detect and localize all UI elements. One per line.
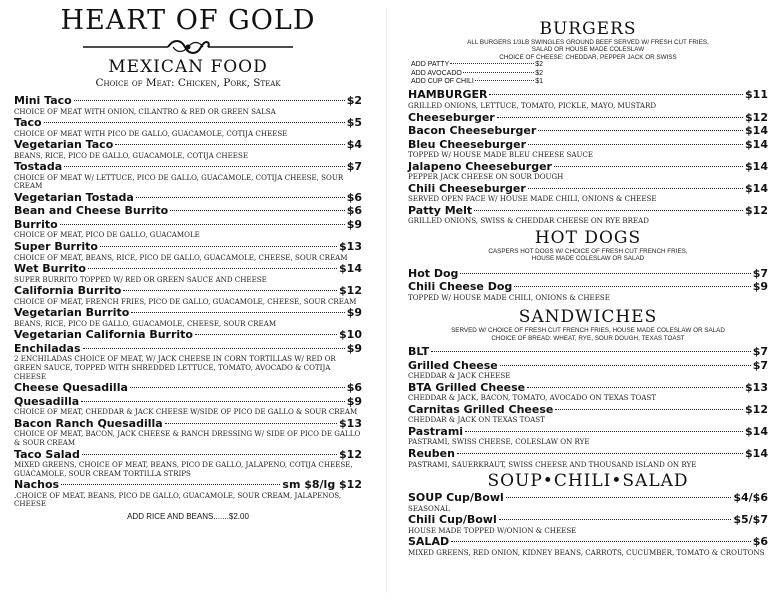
- item-description: CHOICE OF MEAT, FRENCH FRIES, PICO DE GALLO, GUACAMOLE, CHEESE, SOUR CREAM: [14, 296, 357, 306]
- sandwiches-note-1: SERVED W/ CHOICE OF FRESH CUT FRENCH FRIES, HOUSE MADE COLESLAW OR SALAD: [451, 327, 725, 335]
- item-description: CHOICE OF MEAT, CHEDDAR & JACK CHEESE W/SIDE OF PICO DE GALLO & SOUR CREAM: [14, 407, 358, 417]
- menu-item-taco: [14, 116, 362, 130]
- menu-item-chili-cheese-dog: [408, 280, 768, 294]
- dot-leader: [475, 80, 534, 81]
- item-description: SERVED OPEN FACE W/ HOUSE MADE CHILI, ONIONS & CHEESE: [408, 194, 657, 204]
- item-description: PASTRAMI, SAUERKRAUT, SWISS CHEESE AND THOUSAND ISLAND ON RYE: [408, 459, 697, 469]
- item-price: $12: [339, 447, 362, 461]
- item-price: $14: [745, 181, 768, 195]
- menu-item-wet-burrito: [14, 262, 362, 276]
- dot-leader: [528, 144, 743, 145]
- item-price: $14: [745, 159, 768, 173]
- dot-leader: [60, 224, 345, 225]
- menu-item-chili-cup-bowl: [408, 513, 768, 527]
- item-price: $14: [745, 124, 768, 138]
- dot-leader: [82, 454, 337, 455]
- add-rice-beans: ADD RICE AND BEANS.......$2.00: [127, 511, 249, 521]
- item-name: Vegetarian California Burrito: [14, 328, 193, 342]
- menu-item-enchiladas: [14, 342, 362, 356]
- item-description: BEANS, RICE, PICO DE GALLO, GUACAMOLE, COTIJA CHEESE: [14, 150, 248, 160]
- menu-item-patty-melt: [408, 204, 768, 218]
- item-name: Jalapeno Cheeseburger: [408, 159, 552, 173]
- item-price: $10: [339, 328, 362, 342]
- hotdogs-note-2: HOUSE MADE COLESLAW OR SALAD: [531, 255, 645, 263]
- item-name: Vegetarian Tostada: [14, 190, 134, 204]
- item-name: Cheese Quesadilla: [14, 381, 128, 395]
- item-name: Nachos: [14, 478, 60, 492]
- item-name: Chili Cheese Dog: [408, 280, 513, 294]
- menu-item-mini-taco: [14, 94, 362, 108]
- dot-leader: [115, 144, 344, 145]
- item-description: CHOICE OF MEAT W/ LETTUCE, PICO DE GALLO, GUACAMOLE, COTIJA CHEESE, SOUR CREAM: [14, 172, 344, 191]
- menu-item-soup-cup-bowl: [408, 491, 768, 505]
- item-price: $5/$7: [733, 513, 768, 527]
- dot-leader: [474, 210, 743, 211]
- item-price: sm $8/lg $12: [282, 478, 362, 492]
- item-description: PEPPER JACK CHEESE ON SOUR DOUGH: [408, 172, 564, 182]
- burgers-note-3: CHOICE OF CHEESE: CHEDDAR, PEPPER JACK OR SWISS: [499, 53, 677, 61]
- item-name: Bean and Cheese Burrito: [14, 204, 169, 218]
- item-price: $6: [346, 204, 362, 218]
- mexican-items: [14, 94, 362, 509]
- dot-leader: [165, 423, 337, 424]
- dot-leader: [431, 351, 751, 352]
- dot-leader: [538, 130, 743, 131]
- addon-price: $1: [535, 78, 543, 86]
- item-description: MIXED GREENS, RED ONION, KIDNEY BEANS, CARROTS, CUCUMBER, TOMATO & CROUTONS: [408, 547, 765, 557]
- burgers-note-1: ALL BURGERS 1/3LB SWINGLES GROUND BEEF SERVED W/ FRESH CUT FRIES,: [467, 39, 709, 46]
- item-name: SOUP Cup/Bowl: [408, 491, 504, 505]
- burgers-note-2: SALAD OR HOUSE MADE COLESLAW: [531, 46, 645, 54]
- item-name: SALAD: [408, 535, 450, 549]
- dot-leader: [170, 210, 344, 211]
- menu-item-nachos: [14, 478, 362, 492]
- menu-item-california-burrito: [14, 284, 362, 298]
- menu-item-hot-dog: [408, 267, 768, 281]
- item-price: $9: [346, 394, 362, 408]
- dot-leader: [528, 188, 743, 189]
- item-name: Burrito: [14, 217, 58, 231]
- item-name: Chili Cup/Bowl: [408, 513, 497, 527]
- dot-leader: [64, 166, 345, 167]
- dot-leader: [463, 72, 534, 73]
- dot-leader: [527, 387, 743, 388]
- item-price: $7: [752, 266, 768, 280]
- item-description: CHOICE OF MEAT, PICO DE GALLO, GUACAMOLE: [14, 230, 200, 240]
- menu-item-grilled-cheese: [408, 359, 768, 373]
- menu-item-taco-salad: [14, 448, 362, 462]
- item-description: SEASONAL: [408, 503, 450, 513]
- addon-name: ADD PATTY: [411, 61, 450, 69]
- dot-leader: [514, 286, 750, 287]
- dot-leader: [195, 334, 337, 335]
- item-price: $9: [346, 306, 362, 320]
- item-price: $9: [346, 341, 362, 355]
- menu-item-reuben: [408, 447, 768, 461]
- item-price: $11: [745, 88, 768, 102]
- dot-leader: [136, 197, 345, 198]
- item-name: Patty Melt: [408, 203, 473, 217]
- dot-leader: [44, 122, 345, 123]
- item-description: CHOICE OF MEAT WITH PICO DE GALLO, GUACAMOLE, COTIJA CHEESE: [14, 128, 288, 138]
- dot-leader: [130, 387, 345, 388]
- item-description: 2 ENCHILADAS CHOICE OF MEAT, W/ JACK CHEESE IN CORN TORTILLAS W/ RED OR GREEN SAUCE, TOPPED WITH SHREDDED LETTUCE, TOMATO, AVOCADO & COTIJA CHEESE: [14, 354, 336, 381]
- dot-leader: [489, 94, 743, 95]
- addon-add-patty: [411, 61, 543, 69]
- item-name: Reuben: [408, 447, 455, 460]
- item-name: Vegetarian Burrito: [14, 306, 130, 320]
- item-name: Super Burrito: [14, 240, 98, 254]
- addon-add-avocado: [411, 70, 543, 78]
- item-name: BLT: [408, 345, 430, 359]
- item-price: $12: [745, 203, 768, 217]
- burger-items: [408, 88, 768, 225]
- dot-leader: [123, 290, 337, 291]
- item-price: $9: [346, 217, 362, 231]
- item-name: Carnitas Grilled Cheese: [408, 402, 554, 416]
- hotdogs-note-1: CASPERS HOT DOGS W/ CHOICE OF FRESH CUT FRENCH FRIES,: [488, 247, 688, 255]
- item-description: GRILLED ONIONS, SWISS & CHEDDAR CHEESE ON RYE BREAD: [408, 216, 649, 226]
- dot-leader: [83, 348, 345, 349]
- dot-leader: [555, 409, 743, 410]
- item-name: Bacon Cheeseburger: [408, 124, 537, 138]
- soup-items: [408, 491, 768, 557]
- item-price: $7: [752, 358, 768, 372]
- menu-item-jalapeno-cheeseburger: [408, 160, 768, 174]
- addon-price: $2: [535, 61, 543, 69]
- item-description: TOPPED W/ HOUSE MADE CHILI, ONIONS & CHEESE: [408, 292, 610, 302]
- dot-leader: [457, 453, 743, 454]
- item-price: $13: [745, 380, 768, 394]
- addon-add-cup-of-chili: [411, 78, 543, 86]
- item-price: $7: [346, 160, 362, 174]
- item-description: CHEDDAR & JACK ON TEXAS TOAST: [408, 415, 545, 425]
- item-name: California Burrito: [14, 284, 122, 298]
- dot-leader: [88, 268, 337, 269]
- dot-leader: [61, 484, 280, 485]
- item-name: Tostada: [14, 160, 63, 174]
- item-price: $12: [339, 284, 362, 298]
- menu-item-pastrami: [408, 425, 768, 439]
- item-name: Vegetarian Taco: [14, 138, 114, 152]
- item-name: Taco Salad: [14, 447, 80, 461]
- item-description: CHOICE OF MEAT, BACON, JACK CHEESE & RANCH DRESSING W/ SIDE OF PICO DE GALLO & SOUR CREAM: [14, 429, 361, 447]
- addon-price: $2: [535, 69, 543, 77]
- menu-item-vegetarian-taco: [14, 138, 362, 152]
- item-price: $5: [346, 116, 362, 130]
- menu-item-bta-grilled-cheese: [408, 381, 768, 395]
- dot-leader: [74, 100, 345, 101]
- item-price: $6: [752, 535, 768, 549]
- menu-item-cheese-quesadilla: [14, 381, 362, 395]
- item-name: Enchiladas: [14, 341, 81, 355]
- menu-item-bean-and-cheese-burrito: [14, 204, 362, 218]
- dot-leader: [554, 166, 743, 167]
- addon-name: ADD CUP OF CHILI: [411, 78, 474, 86]
- menu-item-carnitas-grilled-cheese: [408, 403, 768, 417]
- item-name: Mini Taco: [14, 94, 72, 107]
- item-name: Cheeseburger: [408, 110, 495, 124]
- right-column: [408, 0, 768, 557]
- logo-text: HEART OF GOLD: [60, 5, 316, 36]
- dot-leader: [465, 431, 743, 432]
- sandwich-items: [408, 345, 768, 469]
- item-price: $13: [339, 240, 362, 254]
- item-description: CHEDDAR & JACK, BACON, TOMATO, AVOCADO ON TEXAS TOAST: [408, 393, 657, 403]
- sandwiches-note-2: CHOICE OF BREAD: WHEAT, RYE, SOUR DOUGH, TEXAS TOAST: [491, 334, 685, 342]
- item-description: CHOICE OF MEAT WITH ONION, CILANTRO & RED OR GREEN SALSA: [14, 106, 276, 116]
- dot-leader: [460, 273, 750, 274]
- menu-item-quesadilla: [14, 395, 362, 409]
- item-name: Bacon Ranch Quesadilla: [14, 416, 163, 430]
- item-description: SUPER BURRITO TOPPED W/ RED OR GREEN SAUCE AND CHEESE: [14, 274, 267, 284]
- item-price: $14: [745, 447, 768, 460]
- dot-leader: [450, 63, 534, 64]
- item-price: $12: [745, 110, 768, 124]
- item-price: $14: [745, 424, 768, 438]
- item-name: Bleu Cheeseburger: [408, 137, 526, 151]
- item-name: Chili Cheeseburger: [408, 181, 526, 195]
- column-divider: [386, 8, 387, 593]
- soup-title: SOUP•CHILI•SALAD: [487, 471, 689, 492]
- logo-flourish: [14, 36, 362, 58]
- menu-item-bacon-ranch-quesadilla: [14, 417, 362, 431]
- item-price: $4/$6: [733, 491, 768, 505]
- dot-leader: [100, 246, 337, 247]
- dot-leader: [451, 541, 751, 542]
- menu-item-salad: [408, 535, 768, 549]
- sandwiches-title: SANDWICHES: [518, 307, 658, 328]
- dot-leader: [497, 117, 743, 118]
- item-name: Taco: [14, 116, 42, 130]
- item-name: Wet Burrito: [14, 262, 86, 276]
- item-name: Grilled Cheese: [408, 358, 498, 372]
- dot-leader: [131, 312, 344, 313]
- item-price: $4: [346, 138, 362, 152]
- item-price: $14: [339, 262, 362, 276]
- menu-item-cheeseburger: [408, 111, 768, 125]
- item-name: Hot Dog: [408, 266, 459, 280]
- mexican-title: MEXICAN FOOD: [108, 57, 268, 77]
- item-price: $6: [346, 381, 362, 395]
- menu-item-vegetarian-tostada: [14, 191, 362, 205]
- menu-item-hamburger: [408, 88, 768, 102]
- menu-item-blt: [408, 345, 768, 359]
- item-price: $6: [346, 190, 362, 204]
- dot-leader: [81, 401, 344, 402]
- menu-item-vegetarian-california-burrito: [14, 328, 362, 342]
- item-price: $14: [745, 137, 768, 151]
- left-column: [14, 0, 362, 522]
- burger-addons: [411, 61, 768, 86]
- item-price: $7: [752, 345, 768, 359]
- item-name: BTA Grilled Cheese: [408, 380, 526, 394]
- item-description: MIXED GREENS, CHOICE OF MEAT, BEANS, PICO DE GALLO, JALAPENO, COTIJA CHEESE, GUACAMOLE, SOUR CREAM TORTILLA STRIPS: [14, 460, 353, 478]
- hotdogs-title: HOT DOGS: [534, 227, 642, 248]
- item-description: PASTRAMI, SWISS CHEESE, COLESLAW ON RYE: [408, 437, 590, 447]
- item-description: CHOICE OF MEAT, BEANS, RICE, PICO DE GALLO, GUACAMOLE, CHEESE, SOUR CREAM: [14, 252, 348, 262]
- item-price: $9: [752, 280, 768, 294]
- item-price: $12: [745, 402, 768, 416]
- item-name: HAMBURGER: [408, 88, 488, 102]
- menu-item-burrito: [14, 218, 362, 232]
- addon-name: ADD AVOCADO: [411, 69, 462, 77]
- item-description: HOUSE MADE TOPPED W/ONION & CHEESE: [408, 525, 577, 535]
- item-description: .CHOICE OF MEAT, BEANS, PICO DE GALLO, GUACAMOLE, SOUR CREAM, JALAPENOS, CHEESE: [14, 490, 342, 509]
- item-name: Pastrami: [408, 424, 464, 438]
- item-description: TOPPED W/ HOUSE MADE BLEU CHEESE SAUCE: [408, 150, 594, 160]
- dot-leader: [499, 519, 732, 520]
- menu-item-tostada: [14, 160, 362, 174]
- hotdog-items: [408, 267, 768, 303]
- item-description: BEANS, RICE, PICO DE GALLO, GUACAMOLE, CHEESE, SOUR CREAM: [14, 318, 277, 328]
- menu-item-bacon-cheeseburger: [408, 124, 768, 138]
- item-name: Quesadilla: [14, 394, 80, 408]
- menu-item-super-burrito: [14, 240, 362, 254]
- item-description: GRILLED ONIONS, LETTUCE, TOMATO, PICKLE, MAYO, MUSTARD: [408, 100, 657, 110]
- mexican-subtitle: Choice of Meat: Chicken, Pork, Steak: [95, 77, 281, 89]
- menu-item-bleu-cheeseburger: [408, 138, 768, 152]
- menu-item-vegetarian-burrito: [14, 306, 362, 320]
- dot-leader: [506, 497, 732, 498]
- item-price: $13: [339, 416, 362, 430]
- dot-leader: [500, 365, 751, 366]
- item-price: $2: [346, 94, 362, 107]
- menu-item-chili-cheeseburger: [408, 182, 768, 196]
- item-description: CHEDDAR & JACK CHEESE: [408, 371, 511, 381]
- burgers-title: BURGERS: [539, 19, 637, 39]
